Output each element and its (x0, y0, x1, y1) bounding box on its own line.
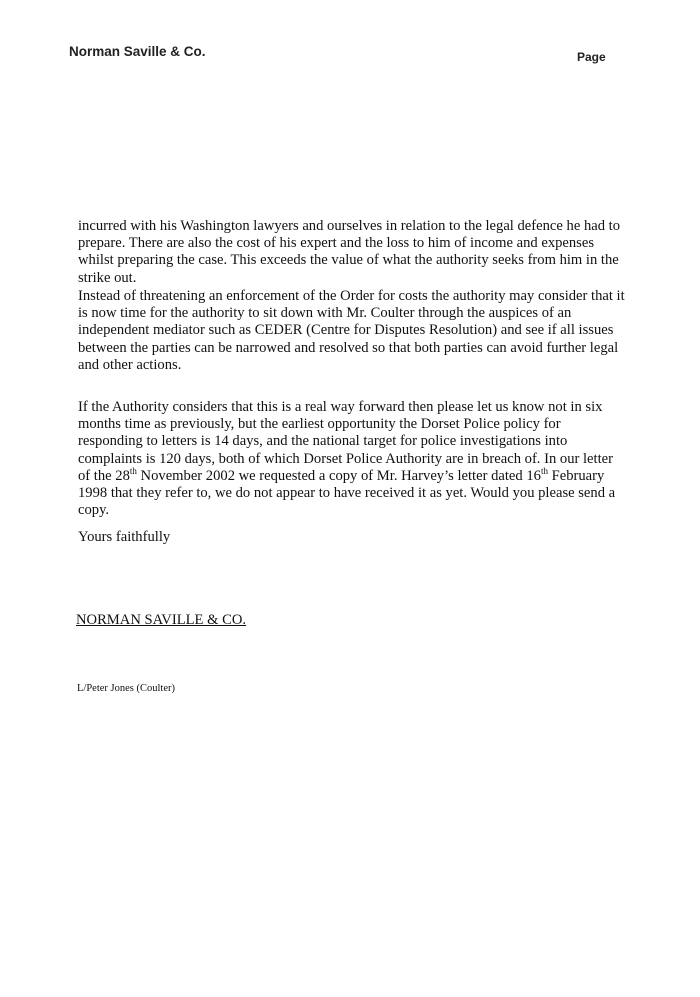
paragraph-line: complaints is 120 days, both of which Dorset Police Authority are in breach of. In our letter (78, 450, 613, 467)
paragraph-line: responding to letters is 14 days, and the national target for police investigations into (78, 433, 568, 450)
date-text: November 2002 we requested a copy of Mr. Harvey’s letter dated 16 (136, 467, 541, 484)
paragraph-line-with-dates (78, 465, 638, 485)
date-text: February (547, 467, 605, 484)
ordinal-suffix: th (540, 465, 548, 476)
letterhead-firm-name: Norman Saville & Co. (69, 44, 206, 59)
paragraph-line: prepare. There are also the cost of his expert and the loss to him of income and expenses (78, 235, 595, 252)
paragraph-request (78, 399, 638, 519)
page-label: Page (577, 50, 606, 64)
paragraph-line: strike out. (78, 269, 137, 286)
paragraph-costs (78, 218, 638, 287)
reference-line: L/Peter Jones (Coulter) (77, 683, 175, 694)
paragraph-line: If the Authority considers that this is a real way forward then please let us know not in six (78, 399, 603, 415)
paragraph-mediation (78, 288, 638, 374)
paragraph-line: and other actions. (78, 356, 182, 373)
paragraph-line: Instead of threatening an enforcement of the Order for costs the authority may consider that it (78, 288, 625, 304)
closing-salutation: Yours faithfully (78, 529, 171, 545)
paragraph-line: whilst preparing the case. This exceeds the value of what the authority seeks from him in the (78, 252, 619, 269)
paragraph-line: months time as previously, but the earliest opportunity the Dorset Police policy for (78, 416, 561, 433)
paragraph-line: incurred with his Washington lawyers and ourselves in relation to the legal defence he had to (78, 218, 621, 234)
paragraph-line: copy. (78, 502, 110, 519)
paragraph-line: between the parties can be narrowed and resolved so that both parties can avoid further legal (78, 339, 619, 356)
paragraph-line: 1998 that they refer to, we do not appear to have received it as yet. Would you please send a (78, 485, 616, 502)
signature-firm-name: NORMAN SAVILLE & CO. (76, 612, 247, 628)
ordinal-suffix: th (129, 465, 137, 476)
date-text: of the 28 (78, 467, 130, 484)
paragraph-line: is now time for the authority to sit down with Mr. Coulter through the auspices of an (78, 305, 572, 322)
paragraph-line: independent mediator such as CEDER (Centre for Disputes Resolution) and see if all issues (78, 322, 614, 339)
